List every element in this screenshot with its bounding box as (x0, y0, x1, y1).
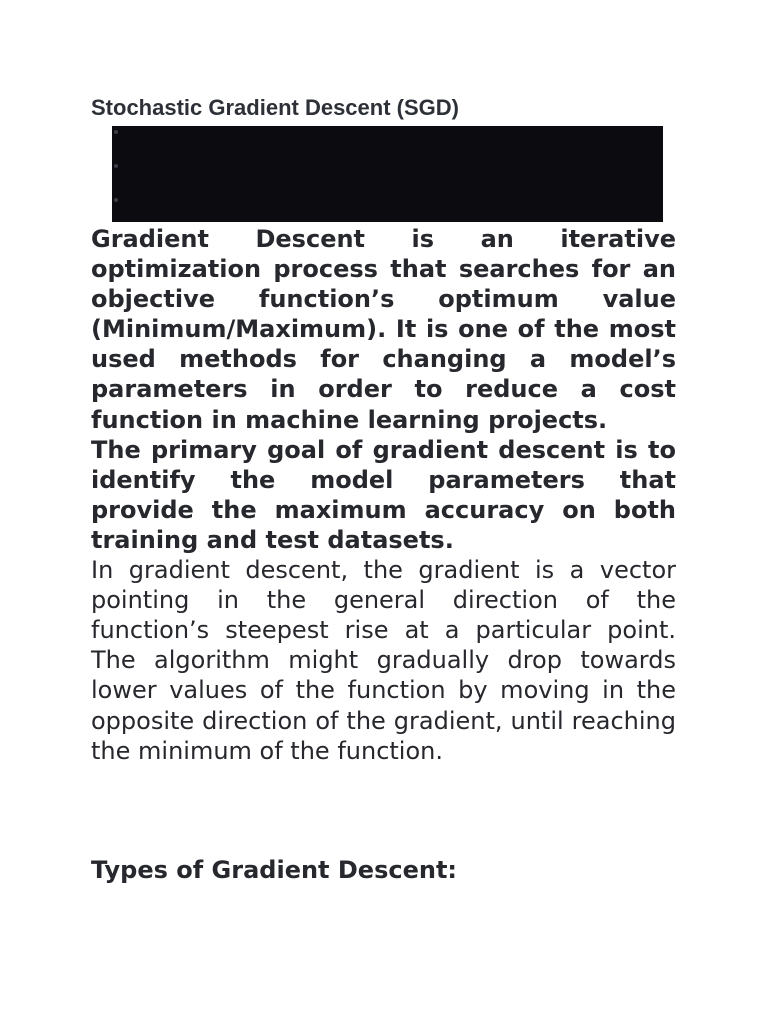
section-heading-types: Types of Gradient Descent: (91, 856, 458, 884)
paragraph-goal: The primary goal of gradient descent is to identify the model parameters that provide the maximum accuracy on both training and test datasets. (91, 435, 676, 554)
redacted-block (112, 126, 663, 222)
paragraph-explanation: In gradient descent, the gradient is a vector pointing in the general direction of the function’s steepest rise at a particular point. The algorithm might gradually drop towards lower values of the function by moving in the opposite direction of the gradient, until reaching the minimum of the function. (91, 556, 676, 765)
bullet-marker (114, 198, 118, 202)
bullet-marker (114, 164, 118, 168)
bullet-marker (114, 130, 118, 134)
document-title: Stochastic Gradient Descent (SGD) (91, 95, 459, 120)
document-body (91, 224, 676, 766)
paragraph-definition: Gradient Descent is an iterative optimization process that searches for an objective function’s optimum value (Minimum/Maximum). It is one of the most used methods for changing a model’s parameters in order to reduce a cost function in machine learning projects. (91, 225, 676, 434)
